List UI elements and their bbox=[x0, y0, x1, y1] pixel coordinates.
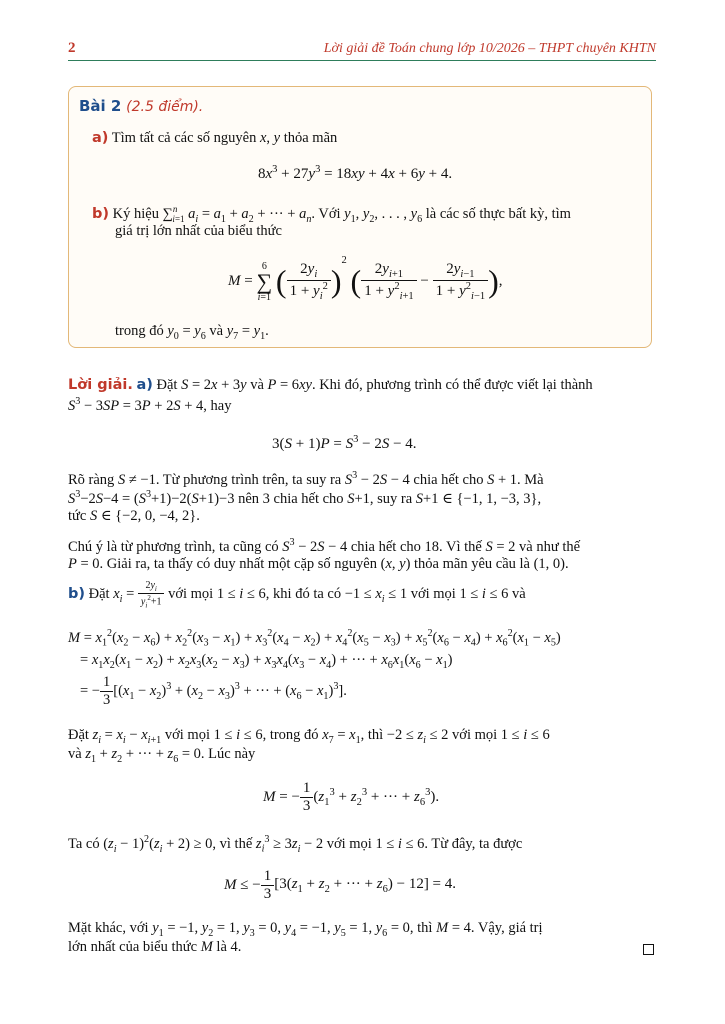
page-number: 2 bbox=[68, 40, 76, 56]
problem-heading bbox=[79, 97, 203, 115]
m-expansion-line-3: = − $\frac{1}{3}$ [$(x_1 - x_2)^3 + (x_2 - x_3)^3$ + ··· + $(x_6 - x_1)^3$]. bbox=[80, 674, 347, 708]
part-b-condition: trong đó $y_0 = y_6$ và $y_7 = y_1$. bbox=[115, 323, 269, 342]
solution-b-label: b) bbox=[68, 586, 86, 602]
header-rule bbox=[68, 60, 656, 61]
paragraph-7-line-1: Mặt khác, với $y_1 = -1$, $y_2 = 1$, $y_3 = 0$, $y_4 = -1$, $y_5 = 1$, $y_6 = 0$, thì M = 4. Vậy, giá trị bbox=[68, 920, 543, 939]
paragraph-3-line-2: P = 0. Giải ra, ta thấy có duy nhất một cặp số nguyên (x, y) thỏa mãn yêu cầu là (1, 0). bbox=[68, 556, 569, 572]
m-expansion-line-2: = $x_1x_2(x_1 - x_2) + x_2x_3(x_2 - x_3) + x_3x_4(x_3 - x_4)$ + ··· + $x_6x_1(x_6 - x_1)$ bbox=[80, 652, 453, 671]
part-b-label: b) bbox=[92, 205, 110, 222]
qed-square-icon bbox=[643, 944, 654, 955]
paragraph-2-line-3: tức S ∈ {−2, 0, −4, 2}. bbox=[68, 508, 200, 524]
part-b-text: Ký hiệu ∑$^n_{i=1}$ $a_i = a_1 + a_2$ + ··· + $a_n$. Với $y_1$, $y_2$, . . . , $y_6$ là các số thực bất kỳ, tìm bbox=[112, 204, 571, 225]
equation-1: $3(S + 1)P = S^3 - 2S - 4$. bbox=[272, 434, 417, 452]
paragraph-2-line-1: Rõ ràng S ≠ −1. Từ phương trình trên, ta suy ra $S^3 - 2S - 4$ chia hết cho S + 1. Mà bbox=[68, 470, 544, 488]
part-b-statement bbox=[92, 204, 571, 225]
running-title: Lời giải đề Toán chung lớp 10/2026 – THPT chuyên KHTN bbox=[323, 41, 656, 56]
solution-label: Lời giải. bbox=[68, 377, 133, 393]
paragraph-3-line-1: Chú ý là từ phương trình, ta cũng có $S^3 - 2S - 4$ chia hết cho 18. Vì thế S = 2 và như thế bbox=[68, 537, 581, 555]
equation-3: M ≤ − $\frac{1}{3}$ [$3(z_1 + z_2$ + ··· + $z_6) - 12] = 4$. bbox=[224, 868, 457, 902]
page-header bbox=[68, 40, 656, 58]
part-a-text: Tìm tất cả các số nguyên x, y thỏa mãn bbox=[111, 130, 338, 146]
part-a-equation: $8x^3 + 27y^3 = 18xy + 4x + 6y + 4$. bbox=[258, 164, 453, 182]
problem-points: (2.5 điểm). bbox=[126, 99, 204, 115]
paragraph-5-line-2: và $z_1 + z_2$ + ··· + $z_6 = 0$. Lúc này bbox=[68, 746, 256, 765]
solution-a-label: a) bbox=[136, 377, 153, 393]
part-a-statement bbox=[92, 130, 337, 147]
problem-title: Bài 2 bbox=[79, 97, 122, 115]
solution-intro: Lời giải. a) Đặt S = 2x + 3y và P = 6xy. Khi đó, phương trình có thể được viết lại thành bbox=[68, 377, 593, 393]
paragraph-5-line-1: Đặt $z_i = x_i - x_{i+1}$ với mọi 1 ≤ i ≤ 6, trong đó $x_7 = x_1$, thì $-2 \le z_i \le 2$ với mọi 1 ≤ i ≤ 6 bbox=[68, 727, 550, 746]
part-b-formula: M = 6 ∑ i=1 ( $\frac{2y_i}{1 + y_i^2}$ )$^2$ ( $\frac{2y_{i+1}}{1 + y^2_{i+1}}$ − $\frac{2y_{i-1}}{1 + y^2_{i-1}}$ ), bbox=[228, 255, 503, 303]
paragraph-4: b) Đặt $x_i$ = $\frac{2y_i}{y_i^2+1}$ với mọi 1 ≤ i ≤ 6, khi đó ta có $-1 \le x_i \le 1$ với mọi 1 ≤ i ≤ 6 và bbox=[68, 580, 526, 610]
equation-2: M = − $\frac{1}{3}$ ($z_1^3 + z_2^3$ + ··· + $z_6^3$). bbox=[263, 780, 440, 814]
solution-line-2: $S^3 - 3SP = 3P + 2S + 4$, hay bbox=[68, 396, 232, 414]
paragraph-6: Ta có $(z_i - 1)^2(z_i + 2) \ge 0$, vì thế $z_i^3 \ge 3z_i - 2$ với mọi 1 ≤ i ≤ 6. Từ đây, ta được bbox=[68, 834, 523, 855]
m-expansion-line-1: $M = x_1^2(x_2 - x_6) + x_2^2(x_3 - x_1) + x_3^2(x_4 - x_2) + x_4^2(x_5 - x_3) + x_5^2(x_6 - x_4) + x_6^2(x_1 - x_5)$ bbox=[68, 628, 561, 649]
part-b-text-2: giá trị lớn nhất của biểu thức bbox=[115, 223, 282, 239]
paragraph-7-line-2: lớn nhất của biểu thức M là 4. bbox=[68, 939, 242, 955]
paragraph-2-line-2: $S^3-2S-4 = (S^3+1)-2(S+1)-3$ nên 3 chia hết cho S+1, suy ra S+1 ∈ {−1, 1, −3, 3}, bbox=[68, 489, 542, 507]
part-a-label: a) bbox=[92, 130, 109, 146]
